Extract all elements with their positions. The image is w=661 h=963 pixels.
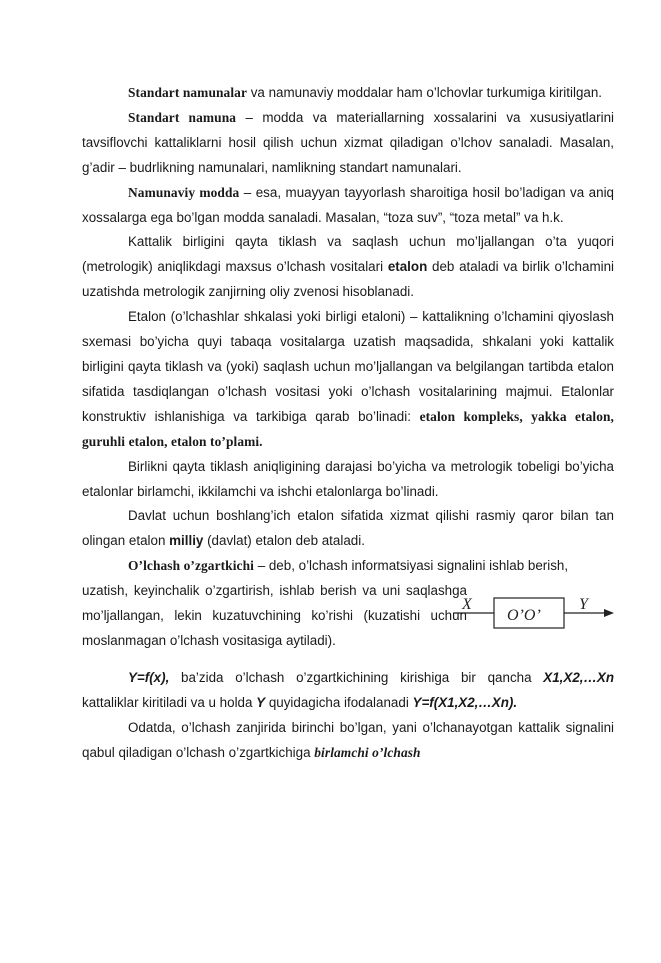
paragraph-text: Davlat uchun boshlang’ich etalon sifatida xizmat qilishi rasmiy qaror bilan tan olingan etalon xyxy=(82,508,614,549)
paragraph-standart-namunalar xyxy=(82,81,614,106)
paragraph-text: Odatda, o’lchash zanjirida birinchi bo’lgan, yani o’lchanayotgan kattalik signalini qabul qiladigan o’lchash o’zgartkichiga xyxy=(82,719,614,760)
output-arrow-icon xyxy=(604,609,614,617)
paragraph-text: – modda va materiallarning xossalarini va xususiyatlarini tavsiflovchi kattaliklarni hosil qilish uchun xizmat qiladigan o’lchov sanaladi. Masalan, g’adir – budrlikning namunalari, namlikning standart namunalari. xyxy=(82,109,614,175)
paragraph-birlikni xyxy=(82,455,614,505)
paragraph-etalon-definition xyxy=(82,230,614,305)
term-namunaviy-modda: Namunaviy modda xyxy=(128,184,240,200)
paragraph-text: – deb, o’lchash informatsiyasi signalini ishlab berish, xyxy=(253,558,569,574)
paragraph-text: (davlat) etalon deb ataladi. xyxy=(203,533,365,549)
term-standart-namunalar: Standart namunalar xyxy=(128,85,247,100)
paragraph-formula xyxy=(82,666,614,716)
paragraph-birlamchi xyxy=(82,716,614,766)
output-label: Y xyxy=(579,596,588,614)
transducer-block-diagram xyxy=(454,592,614,630)
formula-y: Y xyxy=(256,694,266,710)
paragraph-text: – esa, muayyan tayyorlash sharoitiga hosil bo’ladigan va aniq xossalarga ega bo’lgan modda sanaladi. Masalan, “toza suv”, “toza metal” va h.k. xyxy=(82,184,614,225)
paragraph-etalon-types xyxy=(82,305,614,454)
formula-y-fx: Y=f(x), xyxy=(128,669,170,685)
paragraph-text: Etalon (o’lchashlar shkalasi yoki birligi etaloni) – kattalikning o’lchamini qiyoslash sxemasi bo’yicha quyi tabaqa vositalarga uzatish maqsadida, shkalani yoki kattalik birligini qayta tiklash va (yoki) saqlash uchun mo’ljallangan va belgilangan tartibda etalon sifatida tasdiqlangan o’lchash vositasi yoki o’lchash vositalarining majmui. Etalonlar konstruktiv ishlanishiga va tarkibiga qarab bo’linadi: xyxy=(82,309,614,424)
input-label: X xyxy=(462,596,472,614)
paragraph-text: kattaliklar kiritiladi va u holda xyxy=(82,694,257,710)
paragraph-wrapped-text: uzatish, keyinchalik o’zgartirish, ishlab berish va uni saqlashga mo’ljallangan, lekin kuzatuvchining ko’rishi (kuzatishi uchun moslanmagan o’lchash vositasiga aytiladi). xyxy=(82,583,467,648)
term-standart-namuna: Standart namuna xyxy=(128,109,237,125)
term-birlamchi-olchash: birlamchi o’lchash xyxy=(314,744,421,760)
formula-y-fxn: Y=f(X1,X2,…Xn). xyxy=(412,694,518,710)
block-label: O’O’ xyxy=(507,607,541,625)
paragraph-text: quyidagicha ifodalanadi xyxy=(265,694,413,710)
paragraph-olchash-ozgartkichi xyxy=(82,554,614,654)
paragraph-text: ba’zida o’lchash o’zgartkichining kirishiga bir qancha xyxy=(169,669,544,685)
paragraph-text: Birlikni qayta tiklash aniqligining darajasi bo’yicha va metrologik tobeligi bo’yicha etalonlar birlamchi, ikkilamchi va ishchi etalonlarga bo’linadi. xyxy=(82,458,614,499)
paragraph-standart-namuna xyxy=(82,106,614,181)
paragraph-milliy-etalon xyxy=(82,504,614,554)
term-etalon: etalon xyxy=(387,259,428,275)
document-body xyxy=(82,81,614,765)
term-olchash-ozgartkichi: O’lchash o’zgartkichi xyxy=(128,558,254,574)
formula-x-list: X1,X2,…Xn xyxy=(543,669,614,685)
paragraph-namunaviy-modda xyxy=(82,181,614,231)
spacer xyxy=(82,654,614,666)
paragraph-first-line xyxy=(82,554,614,579)
paragraph-text: deb ataladi va birlik o’lchamini uzatishda metrologik zanjirning oliy zvenosi hisoblanadi. xyxy=(82,259,614,300)
term-etalon-kompleks: etalon kompleks, yakka etalon, guruhli etalon, etalon to’plami. xyxy=(82,408,614,449)
paragraph-text: Kattalik birligini qayta tiklash va saqlash uchun mo’ljallangan o’ta yuqori (metrologik) aniqlikdagi maxsus o’lchash vositalari xyxy=(82,234,614,275)
paragraph-text: va namunaviy moddalar ham o’lchovlar turkumiga kiritilgan. xyxy=(247,85,603,100)
term-milliy: milliy xyxy=(169,533,204,549)
